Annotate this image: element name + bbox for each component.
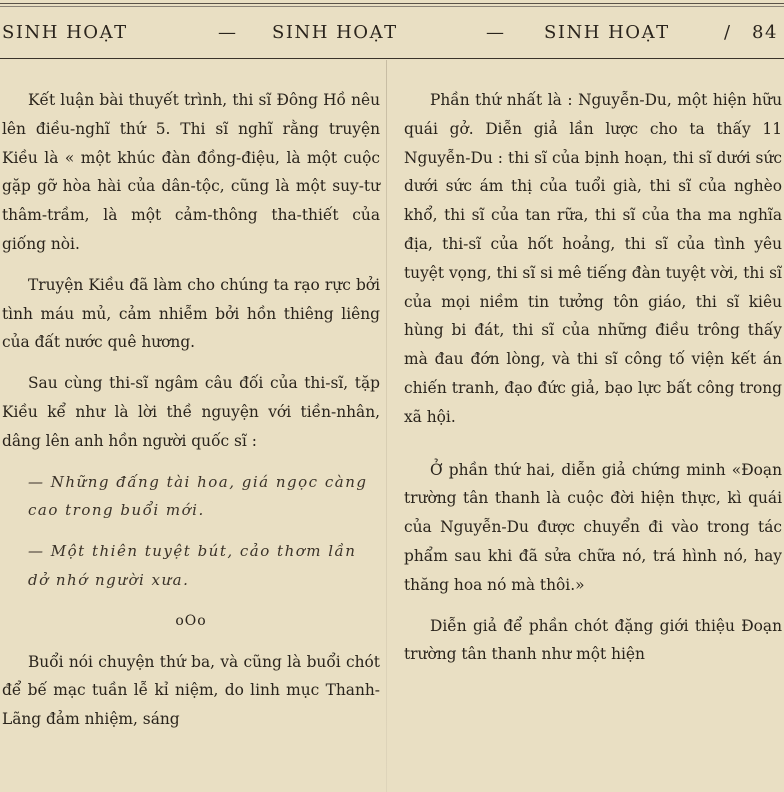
left-column (2, 86, 380, 734)
page-fold-crease (386, 60, 387, 792)
left-paragraph-2: Truyện Kiều đã làm cho chúng ta rạo rực bởi tình máu mủ, cảm nhiễm bởi hồn thiêng liêng của đất nước quê hương. (2, 275, 380, 352)
right-paragraph-3: Diễn giả để phần chót đặng giới thiệu Đoạn trường tân thanh như một hiện (404, 616, 782, 664)
header-title-right: SINH HOẠT (544, 22, 670, 43)
left-paragraph-3: Sau cùng thi-sĩ ngâm câu đối của thi-sĩ, tặp Kiều kể như là lời thề nguyện với tiền-nhân, dâng lên anh hồn người quốc sĩ : (2, 374, 380, 450)
section-ornament: oOo (175, 612, 207, 629)
verse-line-1: — Những đấng tài hoa, giá ngọc càng cao trong buổi mới. (28, 472, 368, 520)
header-slash: / (724, 22, 732, 43)
running-header (0, 0, 784, 62)
header-bottom-rule (0, 58, 784, 59)
header-title-middle: SINH HOẠT (272, 22, 398, 43)
right-paragraph-2: Ở phần thứ hai, diễn giả chứng minh «Đoạn trường tân thanh là cuộc đời hiện thực, kì quái của Nguyễn-Du được chuyển đi vào trong tác phẩm sau khi đã sửa chữa nó, trá hình nó, hay thăng hoa nó mà thôi.» (404, 460, 782, 594)
right-column (404, 86, 782, 669)
left-paragraph-4: Buổi nói chuyện thứ ba, và cũng là buổi chót để bế mạc tuần lễ kỉ niệm, do linh mục Thanh-Lãng đảm nhiệm, sáng (2, 652, 380, 729)
right-paragraph-1: Phần thứ nhất là : Nguyễn-Du, một hiện hữu quái gở. Diễn giả lần lược cho ta thấy 11 Nguyễn-Du : thi sĩ của bịnh hoạn, thi sĩ dưới sức dưới sức ám thị của tuổi già, thi sĩ của nghèo khổ, thi sĩ của tan rữa, thi sĩ của tha ma nghĩa địa, thi-sĩ của hốt hoảng, thi sĩ của tình yêu tuyệt vọng, thi sĩ si mê tiếng đàn tuyệt vời, thi sĩ của mọi niềm tin tưởng tôn giáo, thi sĩ kiêu hùng bi đát, thi sĩ của những điều trông thấy mà đau đớn lòng, và thi sĩ công tố viện kết án chiến tranh, đạo đức giả, bạo lực bất công trong xã hội. (404, 91, 782, 426)
page-number: 84 (752, 22, 778, 43)
header-dash-2: — (486, 22, 506, 43)
header-top-rule-secondary (0, 6, 784, 7)
header-dash-1: — (218, 22, 238, 43)
header-top-rule (0, 3, 784, 4)
verse-line-2: — Một thiên tuyệt bút, cảo thơm lần dở nhớ người xưa. (28, 542, 357, 589)
header-title-left: SINH HOẠT (2, 22, 128, 43)
left-paragraph-1: Kết luận bài thuyết trình, thi sĩ Đông Hồ nêu lên điều-nghĩ thứ 5. Thi sĩ nghĩ rằng truyện Kiều là « một khúc đàn đồng-điệu, là một cuộc gặp gỡ hòa hài của dân-tộc, cũng là một suy-tư thâm-trầm, là một cảm-thông tha-thiết của giống nòi. (2, 91, 380, 253)
